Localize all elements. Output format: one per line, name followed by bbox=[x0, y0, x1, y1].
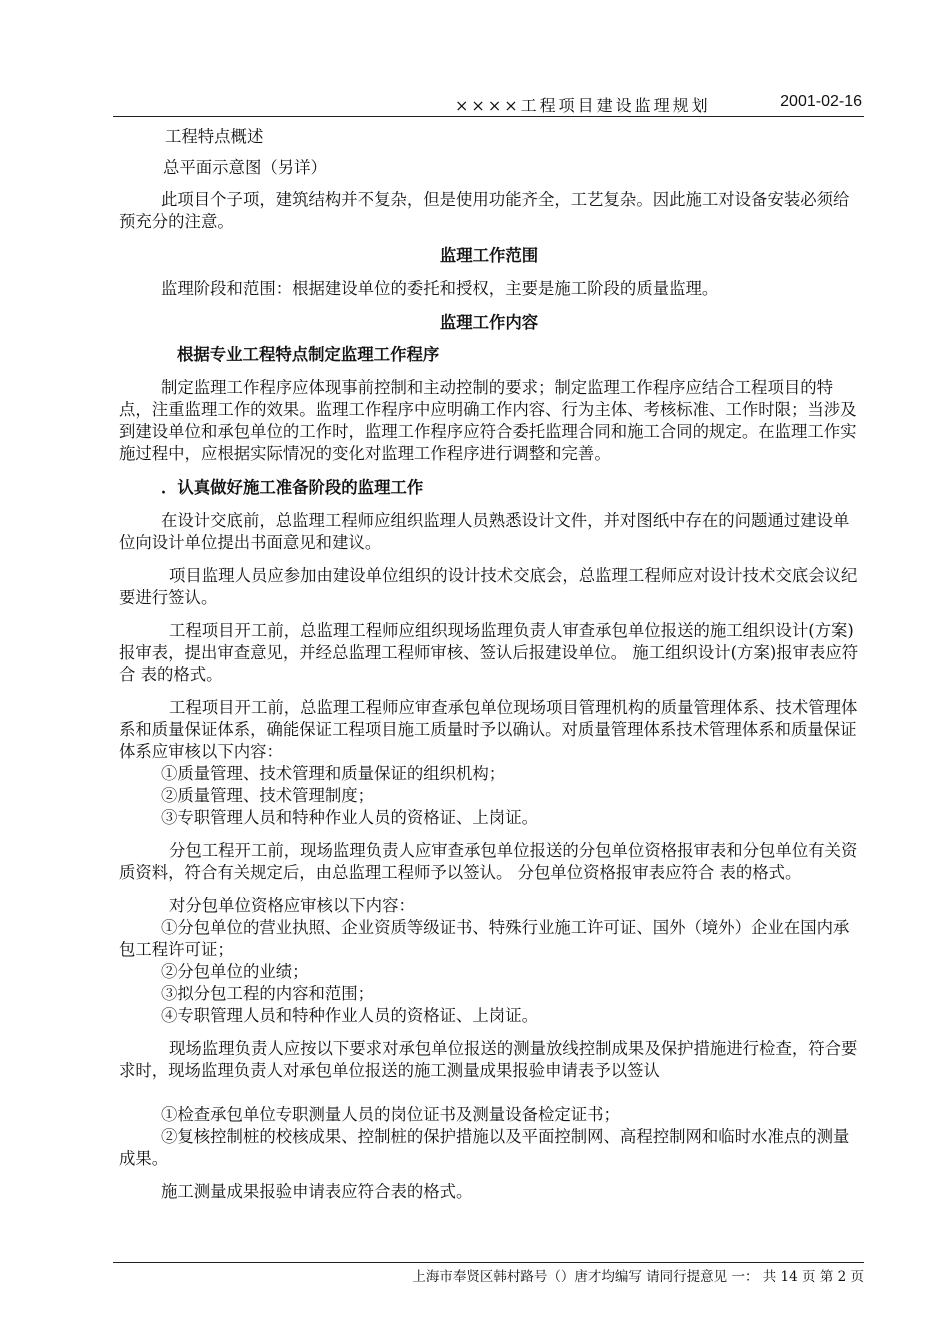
header-title: ××××工程项目建设监理规划 bbox=[455, 96, 711, 115]
paragraph-survey-form: 施工测量成果报验申请表应符合表的格式。 bbox=[161, 1182, 473, 1201]
section-title-overview: 工程特点概述 bbox=[165, 127, 264, 146]
paragraph-construction-plan: 工程项目开工前，总监理工程师应组织现场监理负责人审查承包单位报送的施工组织设计(方案)报审表，提出审查意见，并经总监理工程师审核、签认后报建设单位。 施工组织设计(方案)报审表应符合 表的格式。 bbox=[119, 621, 859, 684]
list-item: ①检查承包单位专职测量人员的岗位证书及测量设备检定证书； bbox=[161, 1105, 620, 1124]
paragraph-design-review: 在设计交底前，总监理工程师应组织监理人员熟悉设计文件，并对图纸中存在的问题通过建设单位向设计单位提出书面意见和建议。 bbox=[119, 511, 850, 552]
heading-scope: 监理工作范围 bbox=[439, 246, 539, 265]
heading-preparation: ．认真做好施工准备阶段的监理工作 bbox=[161, 478, 424, 497]
list-item: ②质量管理、技术管理制度； bbox=[161, 786, 375, 805]
list-item: ②复核控制桩的校核成果、控制桩的保护措施以及平面控制网、高程控制网和临时水准点的测量成果。 bbox=[119, 1127, 850, 1168]
header-date: 2001-02-16 bbox=[780, 93, 862, 110]
footer-text: 上海市奉贤区韩村路号（）唐才均编写 请同行提意见 一： 共 14 页 第 2 页 bbox=[412, 1269, 864, 1285]
paragraph-subcontract: 分包工程开工前，现场监理负责人应审查承包单位报送的分包单位资格报审表和分包单位有关资质资料，符合有关规定后，由总监理工程师予以签认。 分包单位资格报审表应符合 表的格式。 bbox=[119, 841, 858, 882]
list-item: ③拟分包工程的内容和范围； bbox=[161, 984, 375, 1003]
page-footer bbox=[113, 1262, 864, 1285]
paragraph-project: 此项目个子项，建筑结构并不复杂，但是使用功能齐全，工艺复杂。因此施工对设备安装必须给预充分的注意。 bbox=[119, 190, 850, 231]
paragraph-scope: 监理阶段和范围：根据建设单位的委托和授权，主要是施工阶段的质量监理。 bbox=[161, 279, 719, 298]
paragraph-subcontract-review: 对分包单位资格应审核以下内容： bbox=[169, 896, 415, 915]
heading-procedure: 根据专业工程特点制定监理工作程序 bbox=[177, 345, 440, 364]
site-plan-note: 总平面示意图（另详） bbox=[163, 158, 327, 177]
heading-content: 监理工作内容 bbox=[439, 313, 539, 332]
paragraph-design-meeting: 项目监理人员应参加由建设单位组织的设计技术交底会，总监理工程师应对设计技术交底会议纪要进行签认。 bbox=[119, 566, 858, 607]
list-item: ①质量管理、技术管理和质量保证的组织机构； bbox=[161, 764, 506, 783]
document-body bbox=[119, 126, 859, 1203]
page-header bbox=[113, 88, 864, 117]
list-item: ④专职管理人员和特种作业人员的资格证、上岗证。 bbox=[161, 1006, 538, 1025]
list-item: ②分包单位的业绩； bbox=[161, 962, 309, 981]
list-item: ①分包单位的营业执照、企业资质等级证书、特殊行业施工许可证、国外（境外）企业在国内承包工程许可证； bbox=[119, 918, 850, 959]
paragraph-procedure: 制定监理工作程序应体现事前控制和主动控制的要求；制定监理工作程序应结合工程项目的特点，注重监理工作的效果。监理工作程序中应明确工作内容、行为主体、考核标准、工作时限；当涉及到建设单位和承包单位的工作时，监理工作程序应符合委托监理合同和施工合同的规定。在监理工作实施过程中，应根据实际情况的变化对监理工作程序进行调整和完善。 bbox=[119, 378, 857, 463]
list-item: ③专职管理人员和特种作业人员的资格证、上岗证。 bbox=[161, 808, 538, 827]
paragraph-survey: 现场监理负责人应按以下要求对承包单位报送的测量放线控制成果及保护措施进行检查，符合要求时，现场监理负责人对承包单位报送的施工测量成果报验申请表予以签认 bbox=[119, 1039, 858, 1080]
paragraph-quality-system: 工程项目开工前，总监理工程师应审查承包单位现场项目管理机构的质量管理体系、技术管理体系和质量保证体系，确能保证工程项目施工质量时予以确认。对质量管理体系技术管理体系和质量保证体系应审核以下内容： bbox=[119, 698, 858, 761]
